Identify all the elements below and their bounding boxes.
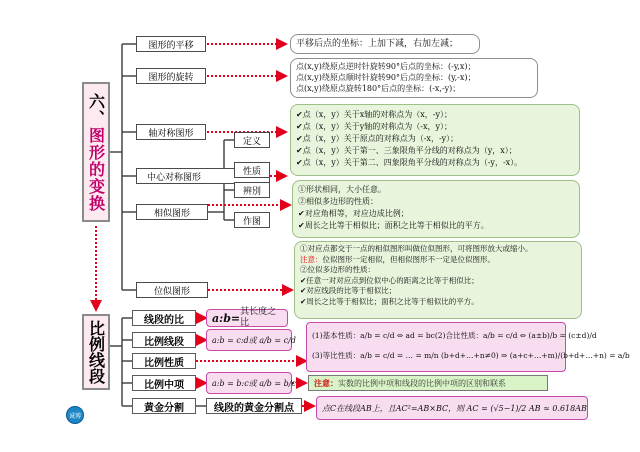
box-ratio-eq <box>206 329 296 351</box>
main-topic-ratio-title: 比例线段 <box>86 320 106 384</box>
rotate-rule: 点(x,y)绕原点旋转180°后点的坐标：(-x,-y)； <box>296 84 461 93</box>
main-topic-transform <box>82 82 110 222</box>
homothetic-rule: ✔任意一对对应点到位似中心的距离之比等于相似比； <box>300 275 479 285</box>
box-symmetry <box>290 104 580 176</box>
translate-rule: 平移后点的坐标：上加下减，右加左减； <box>296 38 459 49</box>
ratio-property-basic: (1)基本性质：a/b = c/d ⇔ ad = bc(2)合比性质：a/b = c/d ⇔ (a±b)/b = (c±d)/d <box>312 331 597 340</box>
node-property: 性质 <box>234 162 270 178</box>
similar-rule: ②相似多边形的性质： <box>298 197 378 206</box>
similar-rule: ✔对应角相等，对应边成比例； <box>298 209 409 218</box>
note-mean <box>308 375 548 391</box>
homothetic-rule: ②位似多边形的性质： <box>300 265 375 274</box>
similar-rule: ①形状相同，大小任意。 <box>298 185 386 194</box>
homothetic-rule: ✔对应线段的比等于相似比； <box>300 286 397 295</box>
node-judgement: 辨別 <box>234 182 270 198</box>
homothetic-definition: ①对应点都交于一点的相似图形叫做位似图形，可将图形放大或缩小。 <box>300 244 533 253</box>
node-axial-symmetry: 轴对称图形 <box>136 124 206 140</box>
homothetic-note: 位似图形一定相似，但相似图形不一定是位似图形。 <box>322 254 495 264</box>
node-similar: 相似图形 <box>136 204 208 220</box>
main-topic-ratio <box>82 314 110 390</box>
box-homothetic <box>294 241 582 319</box>
main-topic-number: 六、 <box>86 92 106 127</box>
box-golden <box>316 396 588 420</box>
node-ratio-segments: 比例线段 <box>132 332 196 348</box>
rotate-rule: 点(x,y)绕原点顺时针旋转90°后点的坐标：(y,-x)； <box>296 73 476 82</box>
symmetry-rule: ✔点（x，y）关于原点的对称点为（-x，-y）； <box>296 134 459 143</box>
mean-formula: a:b = b:c或 a/b = b/c <box>212 378 296 388</box>
note-label: 注意： <box>300 254 323 264</box>
node-construction: 作图 <box>234 212 270 228</box>
symmetry-rule: ✔点（x，y）关于x轴的对称点为（x，-y）； <box>296 110 452 119</box>
symmetry-rule: ✔点（x，y）关于第一、三象限角平分线的对称点为（y，x）； <box>296 146 517 155</box>
similar-rule: ✔周长之比等于相似比；面积之比等于相似比的平方。 <box>298 221 489 230</box>
node-ratio-property: 比例性质 <box>132 353 196 369</box>
symmetry-rule: ✔点（x，y）关于y轴的对称点为（-x，y）； <box>296 122 452 131</box>
node-definition: 定义 <box>234 132 270 148</box>
rotate-rule: 点(x,y)绕原点逆时针旋转90°后点的坐标：(-y,x)； <box>296 62 476 71</box>
box-ratio-property <box>306 322 630 372</box>
note-label: 注意： <box>314 378 338 388</box>
box-rotate <box>290 58 538 98</box>
node-golden-point: 线段的黄金分割点 <box>206 398 302 414</box>
node-rotate: 图形的旋转 <box>136 68 206 84</box>
line-ratio-expr: a:b= <box>212 311 241 325</box>
node-translate: 图形的平移 <box>136 36 206 52</box>
box-line-ratio <box>206 309 288 327</box>
logo-text: 诚博 <box>68 412 81 420</box>
homothetic-rule: ✔周长之比等于相似比；面积之比等于相似比的平方。 <box>300 296 479 306</box>
golden-formula: 点C在线段AB上，且AC²=AB×BC，则 AC = (√5−1)/2 AB ≈ 0.618AB <box>322 403 587 413</box>
ratio-property-equal: (3)等比性质：a/b = c/d = … = m/n (b+d+…+n≠0) ⇒ (a+c+…+m)/(b+d+…+n) = a/b <box>312 351 630 360</box>
symmetry-rule: ✔点（x，y）关于第二、四象限角平分线的对称点为（-y，-x）。 <box>296 158 523 167</box>
ratio-eq-formula: a:b = c:d或 a/b = c/d <box>212 335 296 345</box>
logo-icon <box>66 406 84 424</box>
node-line-ratio: 线段的比 <box>132 310 196 326</box>
box-mean <box>206 372 296 394</box>
node-homothetic: 位似图形 <box>136 282 208 298</box>
node-mean-proportional: 比例中项 <box>132 375 196 391</box>
line-ratio-tail: 其长度之比 <box>240 307 277 328</box>
main-topic-title: 图形的变换 <box>86 126 106 212</box>
box-translate <box>290 34 480 54</box>
node-golden-section: 黄金分割 <box>132 398 196 414</box>
box-similar <box>292 180 580 238</box>
mean-note-text: 实数的比例中项和线段的比例中项的区别和联系 <box>338 378 506 388</box>
node-central-symmetry: 中心对称图形 <box>136 168 270 184</box>
